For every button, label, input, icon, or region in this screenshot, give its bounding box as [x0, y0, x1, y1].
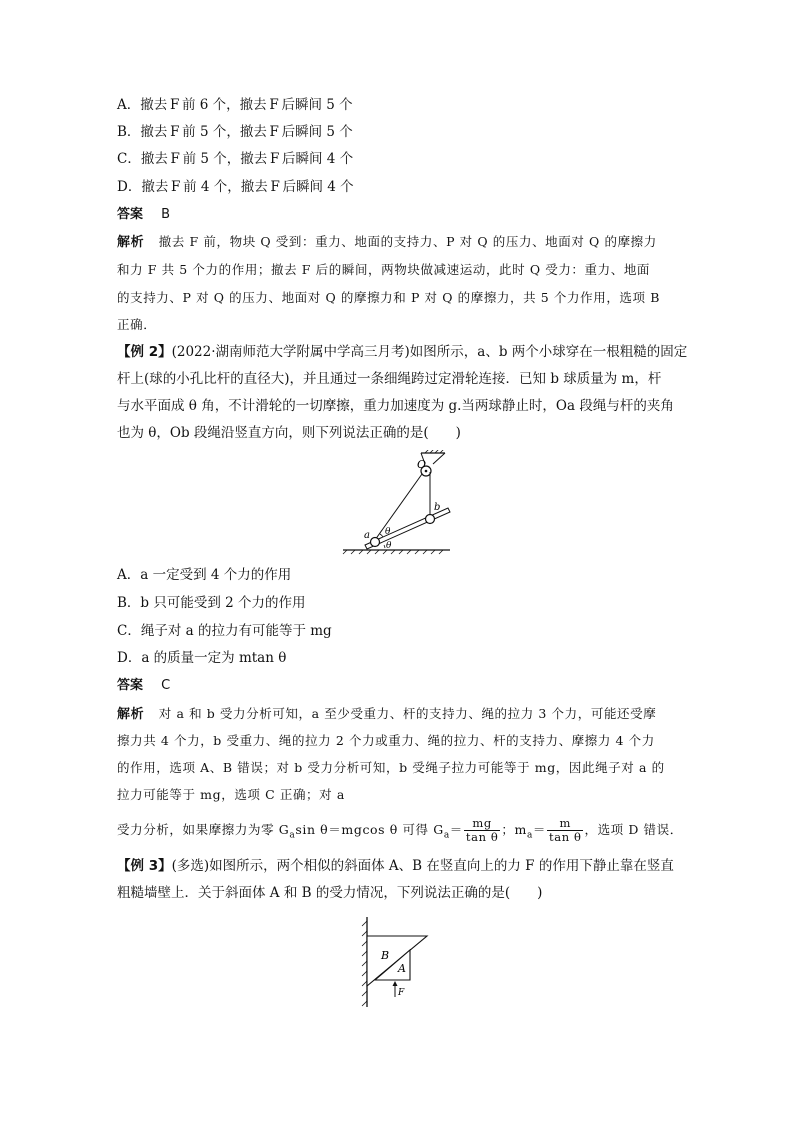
example2-option-c: C．绳子对 a 的拉力有可能等于 mg: [117, 623, 332, 639]
explanation-label: 解析: [117, 235, 145, 250]
example2-explanation-line-1: [117, 704, 656, 725]
prev-option-a: A．撤去 F 前 6 个，撤去 F 后瞬间 5 个: [117, 97, 353, 113]
example2-option-a: A．a 一定受到 4 个力的作用: [117, 567, 292, 583]
label-o: O: [417, 458, 427, 471]
formula-part: sin θ＝mgcos θ 可得 G: [295, 822, 444, 837]
explanation-text: 对 a 和 b 受力分析可知，a 至少受重力、杆的支持力、绳的拉力 3 个力，可能还受摩: [158, 706, 657, 721]
example2-explanation-line-5: [117, 817, 683, 849]
example2-answer: [117, 676, 170, 696]
label-f: F: [398, 988, 405, 998]
example2-figure: [335, 450, 465, 555]
example3-stem-line-1: [117, 856, 674, 876]
label-theta-2: θ: [386, 541, 392, 551]
fraction-numerator: m: [547, 817, 583, 831]
formula-part: ＝: [532, 822, 547, 837]
example-tag: 【例 3】: [117, 858, 172, 874]
fraction-mg-over-tan: [464, 817, 500, 844]
stem-text: (多选)如图所示，两个相似的斜面体 A、B 在竖直向上的力 F 的作用下静止靠在竖直: [171, 858, 674, 874]
answer-value: B: [161, 207, 171, 222]
fraction-numerator: mg: [464, 817, 500, 831]
example3-stem-line-2: 粗糙墙壁上．关于斜面体 A 和 B 的受力情况，下列说法正确的是( ): [117, 885, 543, 901]
example2-option-d: D．a 的质量一定为 mtan θ: [117, 650, 287, 666]
formula-part: ＝: [449, 822, 463, 837]
formula-part: ；m: [501, 822, 527, 837]
example2-stem-line-2: 杆上(球的小孔比杆的直径大)，并且通过一条细绳跨过定滑轮连接．已知 b 球质量为 m，杆: [117, 371, 662, 387]
prev-explanation-line-2: 和力 F 共 5 个力的作用；撤去 F 后的瞬间，两物块做减速运动，此时 Q 受力：重力、地面: [117, 262, 651, 277]
answer-value: C: [161, 678, 171, 693]
fraction-m-over-tan: [547, 817, 583, 844]
prev-option-d: D．撤去 F 前 4 个，撤去 F 后瞬间 4 个: [117, 179, 354, 195]
ball-a: [371, 538, 380, 547]
example2-explanation-line-3: 的作用，选项 A、B 错误；对 b 受力分析可知，b 受绳子拉力可能等于 mg，因此绳子对 a 的: [117, 760, 665, 775]
formula-subscript: a: [289, 830, 296, 841]
prev-explanation-line-1: [117, 232, 657, 253]
example2-stem-line-1: [117, 342, 687, 362]
explanation-text: 撤去 F 前，物块 Q 受到：重力、地面的支持力、P 对 Q 的压力、地面对 Q 的摩擦力: [158, 234, 657, 249]
prev-option-c: C．撤去 F 前 5 个，撤去 F 后瞬间 4 个: [117, 151, 354, 167]
stem-text: (2022·湖南师范大学附属中学高三月考)如图所示，a、b 两个小球穿在一根粗糙的固定: [171, 344, 688, 360]
formula-part: ，选项 D 错误．: [584, 822, 683, 837]
formula-subscript: a: [526, 830, 533, 841]
label-b: b: [434, 502, 441, 513]
example2-stem-line-3: 与水平面成 θ 角，不计滑轮的一切摩擦，重力加速度为 g.当两球静止时，Oa 段绳与杆的夹角: [117, 398, 674, 414]
formula-subscript: a: [443, 830, 450, 841]
label-a: a: [364, 530, 370, 541]
example3-figure: [355, 915, 435, 1010]
answer-label: 答案: [117, 678, 144, 693]
label-a: A: [398, 962, 406, 975]
prev-answer: [117, 205, 170, 225]
example-tag: 【例 2】: [117, 344, 172, 360]
ball-b: [426, 515, 435, 524]
fraction-denominator: tan θ: [549, 830, 582, 844]
label-theta-1: θ: [385, 527, 391, 537]
example2-explanation-line-4: 拉力可能等于 mg，选项 C 正确；对 a: [117, 787, 345, 802]
prev-explanation-line-3: 的支持力、P 对 Q 的压力、地面对 Q 的摩擦力和 P 对 Q 的摩擦力，共 5 个力作用，选项 B: [117, 290, 660, 305]
label-b: B: [381, 949, 390, 962]
example2-explanation-line-2: 擦力共 4 个力，b 受重力、绳的拉力 2 个力或重力、绳的拉力、杆的支持力、摩擦力 4 个力: [117, 733, 655, 748]
example2-stem-line-4: 也为 θ，Ob 段绳沿竖直方向，则下列说法正确的是( ): [117, 425, 461, 441]
fraction-denominator: tan θ: [465, 830, 499, 844]
prev-option-b: B．撤去 F 前 5 个，撤去 F 后瞬间 5 个: [117, 124, 353, 140]
formula-part: 受力分析，如果摩擦力为零 G: [117, 822, 290, 837]
explanation-label: 解析: [117, 707, 145, 722]
example2-option-b: B．b 只可能受到 2 个力的作用: [117, 595, 306, 611]
answer-label: 答案: [117, 207, 144, 222]
prev-explanation-line-4: 正确．: [117, 317, 157, 332]
